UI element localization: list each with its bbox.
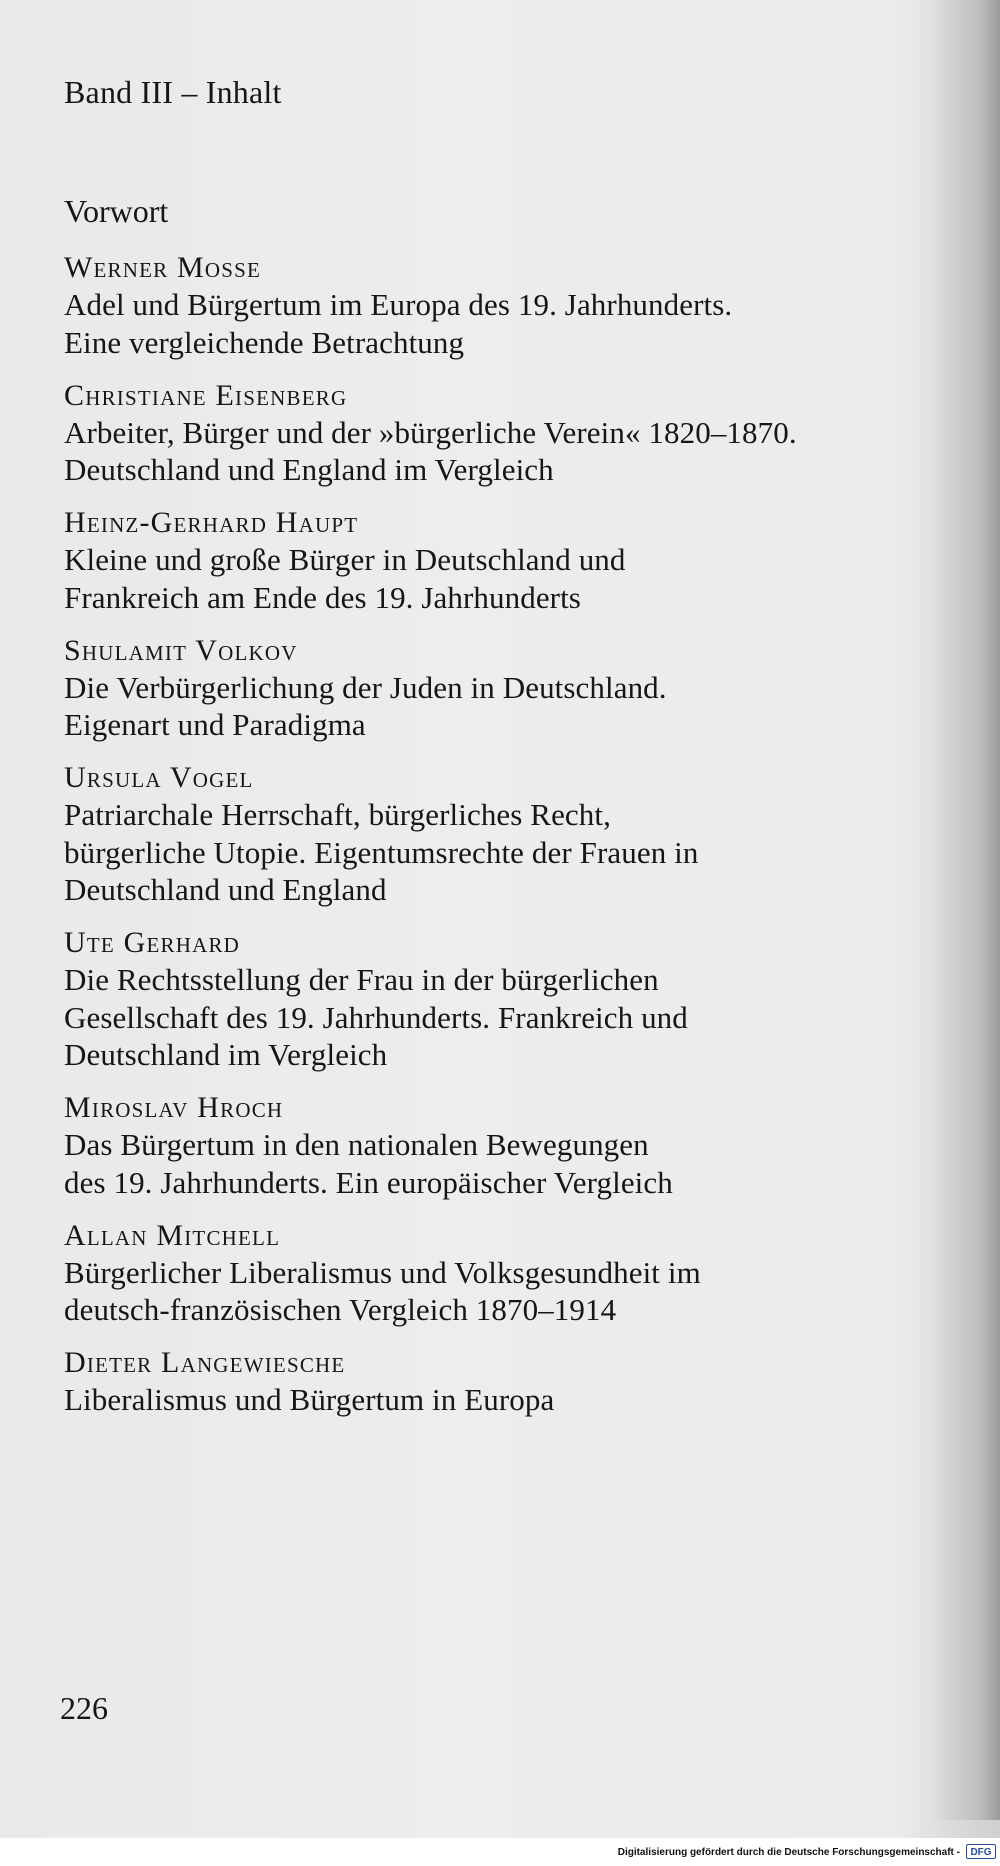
toc-author: Shulamit Volkov bbox=[64, 633, 298, 667]
toc-title-line: Kleine und große Bürger in Deutschland und bbox=[64, 542, 626, 577]
toc-author: Ute Gerhard bbox=[64, 926, 241, 959]
toc-title bbox=[64, 414, 944, 489]
toc-author: Heinz-Gerhard Haupt bbox=[64, 506, 359, 539]
toc-entry bbox=[64, 633, 944, 744]
footer-credit: Digitalisierung gefördert durch die Deutsche Forschungsgemeinschaft - bbox=[617, 1847, 960, 1858]
toc-author: Werner Mosse bbox=[64, 251, 262, 284]
page-number: 226 bbox=[60, 1690, 108, 1726]
toc-title-line: deutsch-französischen Vergleich 1870–1914 bbox=[64, 1292, 617, 1327]
toc-entry bbox=[64, 1218, 944, 1329]
toc-title-line: Adel und Bürgertum im Europa des 19. Jahrhunderts. bbox=[64, 287, 733, 322]
toc-title bbox=[64, 286, 944, 361]
toc-title-line: Frankreich am Ende des 19. Jahrhunderts bbox=[64, 579, 581, 615]
toc-title-line: Arbeiter, Bürger und der »bürgerliche Verein« 1820–1870. bbox=[64, 414, 797, 450]
toc-entry bbox=[64, 925, 944, 1074]
toc-author: Miroslav Hroch bbox=[64, 1091, 284, 1124]
toc-title bbox=[64, 541, 944, 616]
toc-entry bbox=[64, 250, 944, 361]
digitization-footer bbox=[0, 1838, 1000, 1866]
toc-title-line: Deutschland und England bbox=[64, 872, 387, 907]
toc-title-line: Eine vergleichende Betrachtung bbox=[64, 324, 465, 360]
toc-title-line: Liberalismus und Bürgertum in Europa bbox=[64, 1382, 555, 1417]
toc-title bbox=[64, 1381, 944, 1419]
toc-title bbox=[64, 1254, 944, 1329]
toc-title-line: Die Rechtsstellung der Frau in der bürgerlichen bbox=[64, 962, 659, 997]
toc-entry bbox=[64, 378, 944, 489]
toc-title-line: Patriarchale Herrschaft, bürgerliches Recht, bbox=[64, 797, 611, 832]
toc-title-line: Deutschland und England im Vergleich bbox=[64, 452, 554, 487]
page-header: Band III – Inhalt bbox=[64, 74, 282, 110]
toc-author: Allan Mitchell bbox=[64, 1218, 281, 1252]
toc-title-line: Das Bürgertum in den nationalen Bewegungen bbox=[64, 1127, 649, 1162]
toc-author: Ursula Vogel bbox=[64, 761, 254, 794]
toc-author: Dieter Langewiesche bbox=[64, 1346, 346, 1379]
toc-title bbox=[64, 961, 944, 1074]
toc-author: Christiane Eisenberg bbox=[64, 378, 348, 412]
toc-title bbox=[64, 796, 944, 909]
toc-title-line: Die Verbürgerlichung der Juden in Deutschland. bbox=[64, 669, 667, 705]
toc-title bbox=[64, 669, 944, 744]
toc-entries bbox=[64, 250, 944, 1435]
toc-title-line: bürgerliche Utopie. Eigentumsrechte der Frauen in bbox=[64, 834, 699, 870]
dfg-logo-icon: DFG bbox=[966, 1844, 996, 1859]
toc-entry bbox=[64, 505, 944, 616]
toc-title-line: Deutschland im Vergleich bbox=[64, 1037, 388, 1072]
toc-title-line: Eigenart und Paradigma bbox=[64, 707, 366, 742]
toc-title-line: Bürgerlicher Liberalismus und Volksgesundheit im bbox=[64, 1254, 701, 1290]
toc-entry bbox=[64, 1345, 944, 1419]
toc-title bbox=[64, 1126, 944, 1201]
toc-entry bbox=[64, 760, 944, 909]
toc-title-line: Gesellschaft des 19. Jahrhunderts. Frankreich und bbox=[64, 999, 688, 1035]
toc-entry bbox=[64, 1090, 944, 1201]
toc-title-line: des 19. Jahrhunderts. Ein europäischer Vergleich bbox=[64, 1164, 673, 1200]
toc-preface: Vorwort bbox=[64, 193, 169, 229]
